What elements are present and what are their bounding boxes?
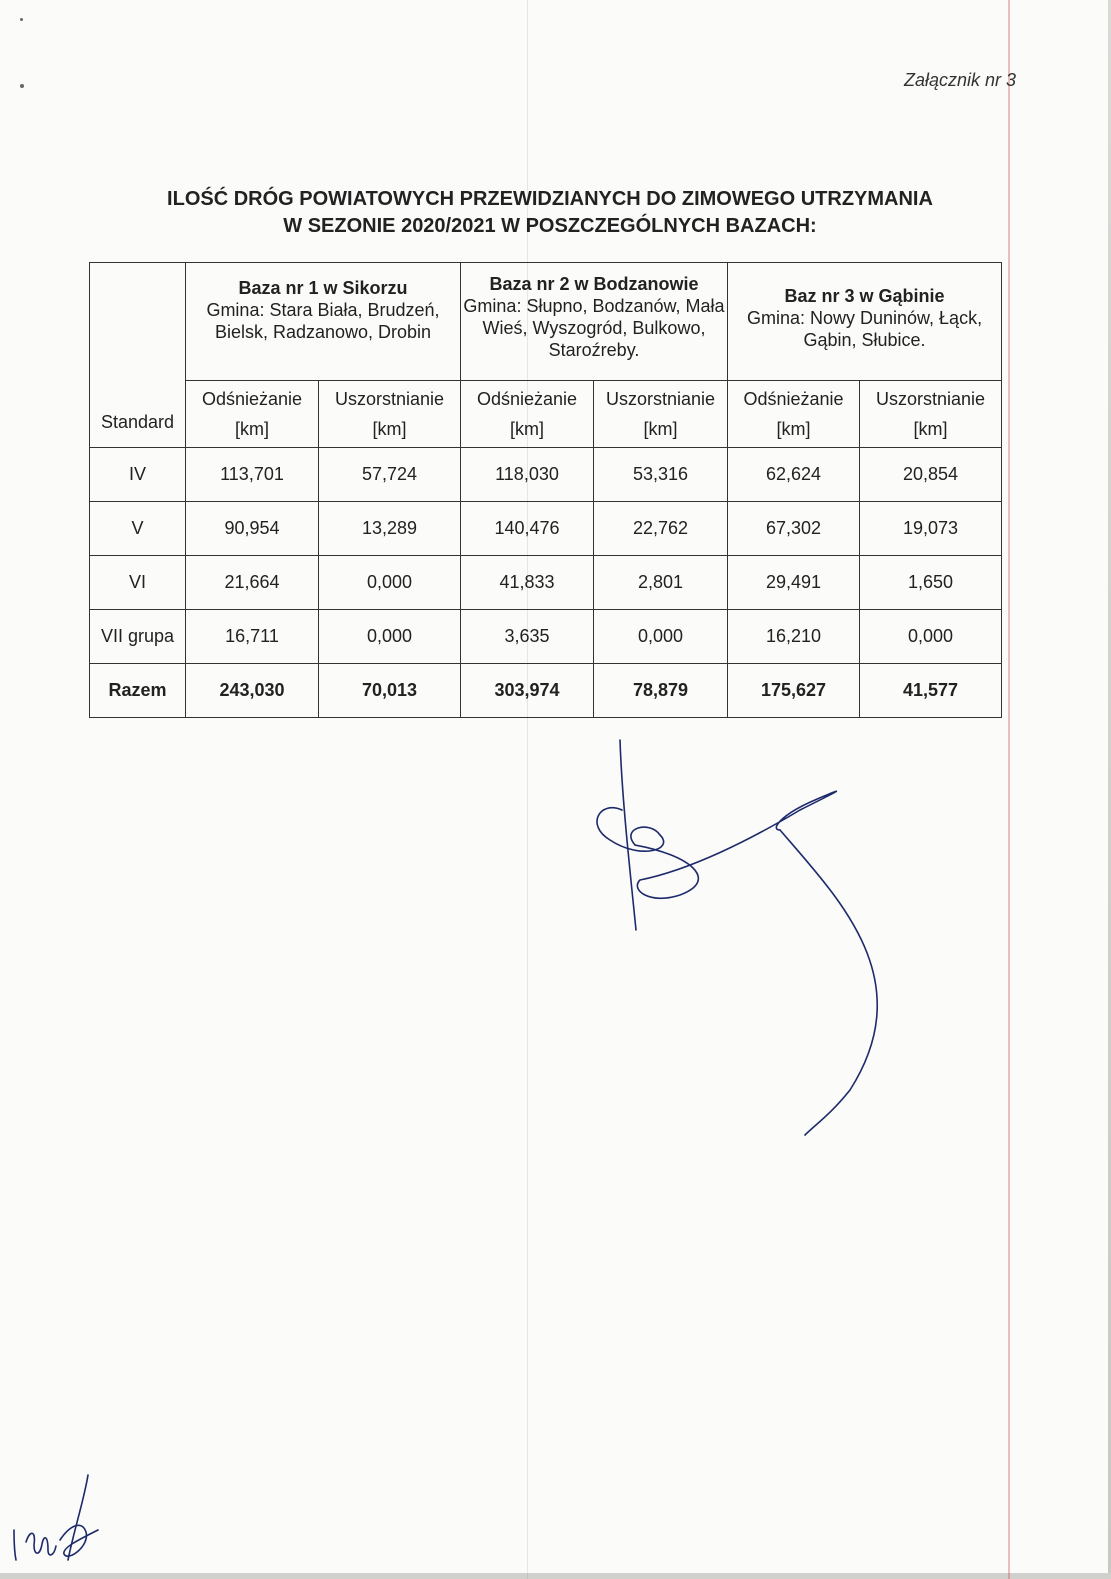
cell-value: 16,210 [728,610,860,664]
scan-speck [20,84,24,88]
cell-value: 22,762 [594,502,728,556]
subheader-snow [728,381,860,448]
title-line-2: W SEZONIE 2020/2021 W POSZCZEGÓLNYCH BAZACH: [283,215,817,237]
total-value: 303,974 [461,664,594,718]
cell-value: 53,316 [594,448,728,502]
base-1-gmina: Gmina: Stara Biała, Brudzeń, Bielsk, Radzanowo, Drobin [206,300,440,342]
table-row [90,556,1002,610]
table-row [90,502,1002,556]
signature-main [580,730,900,1150]
subheader-snow [461,381,594,448]
cell-value: 90,954 [186,502,319,556]
subheader-grit [860,381,1002,448]
subheader-unit: [km] [776,419,811,439]
standard-header: Standard [90,263,186,448]
cell-value: 0,000 [860,610,1002,664]
cell-value: 21,664 [186,556,319,610]
scan-speck [20,18,23,21]
total-value: 70,013 [319,664,461,718]
base-2-header [461,263,728,381]
base-1-header [186,263,461,381]
row-standard: VI [90,556,186,610]
subheader-unit: [km] [643,419,678,439]
cell-value: 57,724 [319,448,461,502]
document-title [90,186,1010,240]
cell-value: 3,635 [461,610,594,664]
base-3-header [728,263,1002,381]
subheader-grit-label: Uszorstnianie [334,389,445,409]
subheader-grit [594,381,728,448]
title-line-1: ILOŚĆ DRÓG POWIATOWYCH PRZEWIDZIANYCH DO ZIMOWEGO UTRZYMANIA [167,188,933,210]
subheader-grit-label: Uszorstnianie [605,389,716,409]
annex-label: Załącznik nr 3 [903,70,1016,90]
subheader-snow-label: Odśnieżanie [201,389,303,409]
base-3-gmina: Gmina: Nowy Duninów, Łąck, Gąbin, Słubice. [746,308,983,350]
subheader-grit-label: Uszorstnianie [876,389,986,409]
base-2-name: Baza nr 2 w Bodzanowie [489,274,699,294]
cell-value: 41,833 [461,556,594,610]
cell-value: 0,000 [319,556,461,610]
cell-value: 67,302 [728,502,860,556]
cell-value: 0,000 [319,610,461,664]
cell-value: 62,624 [728,448,860,502]
total-value: 175,627 [728,664,860,718]
table-row [90,610,1002,664]
cell-value: 0,000 [594,610,728,664]
total-value: 243,030 [186,664,319,718]
subheader-unit: [km] [372,419,407,439]
subheader-snow-label: Odśnieżanie [476,389,578,409]
roads-table [89,262,1002,718]
row-standard: VII grupa [90,610,186,664]
table-total-row [90,664,1002,718]
base-2-gmina: Gmina: Słupno, Bodzanów, Mała Wieś, Wyszogród, Bulkowo, Staroźreby. [463,296,725,360]
cell-value: 19,073 [860,502,1002,556]
cell-value: 13,289 [319,502,461,556]
scan-edge-bottom [0,1573,1111,1579]
row-standard: V [90,502,186,556]
cell-value: 16,711 [186,610,319,664]
row-standard: IV [90,448,186,502]
subheader-unit: [km] [235,419,269,439]
cell-value: 20,854 [860,448,1002,502]
table-header-row [90,263,1002,381]
subheader-unit: [km] [913,419,948,439]
subheader-snow [186,381,319,448]
cell-value: 113,701 [186,448,319,502]
signature-initials [8,1470,118,1570]
total-value: 78,879 [594,664,728,718]
base-1-name: Baza nr 1 w Sikorzu [238,278,408,298]
cell-value: 118,030 [461,448,594,502]
cell-value: 1,650 [860,556,1002,610]
base-3-name: Baz nr 3 w Gąbinie [784,286,945,306]
total-value: 41,577 [860,664,1002,718]
subheader-unit: [km] [510,419,544,439]
total-label: Razem [90,664,186,718]
cell-value: 29,491 [728,556,860,610]
subheader-snow-label: Odśnieżanie [743,389,844,409]
cell-value: 2,801 [594,556,728,610]
subheader-grit [319,381,461,448]
table-subheader-row [90,381,1002,448]
cell-value: 140,476 [461,502,594,556]
table-row [90,448,1002,502]
